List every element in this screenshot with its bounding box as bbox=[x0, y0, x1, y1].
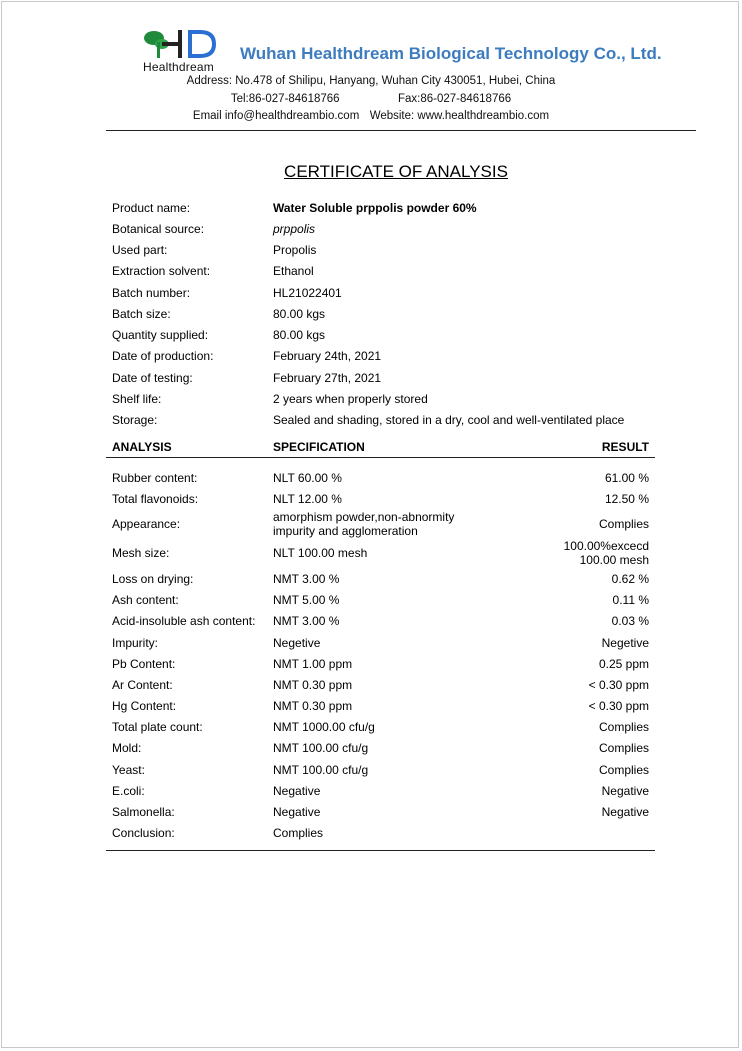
table-header-divider bbox=[106, 457, 655, 458]
analysis-cell: Pb Content: bbox=[112, 657, 176, 671]
result-cell: 12.50 % bbox=[604, 492, 649, 506]
info-label: Date of production: bbox=[112, 349, 214, 363]
info-value: Water Soluble prppolis powder 60% bbox=[273, 201, 477, 215]
company-name: Wuhan Healthdream Biological Technology Co., Ltd. bbox=[240, 44, 662, 63]
spec-cell: NLT 100.00 mesh bbox=[273, 546, 368, 560]
spec-cell: NMT 0.30 ppm bbox=[273, 678, 353, 692]
result-cell: < 0.30 ppm bbox=[588, 699, 649, 713]
info-label: Product name: bbox=[112, 201, 191, 215]
header-specification: SPECIFICATION bbox=[273, 440, 365, 454]
spec-cell: NMT 5.00 % bbox=[273, 593, 340, 607]
analysis-cell: Impurity: bbox=[112, 636, 159, 650]
result-cell: Negetive bbox=[601, 636, 649, 650]
analysis-cell: Mesh size: bbox=[112, 546, 170, 560]
result-cell: Complies bbox=[598, 517, 649, 531]
analysis-cell: Appearance: bbox=[112, 517, 181, 531]
email: Email info@healthdreambio.com bbox=[192, 110, 360, 122]
analysis-cell: Ash content: bbox=[112, 593, 179, 607]
spec-cell: NMT 1000.00 cfu/g bbox=[273, 720, 375, 734]
result-cell: 61.00 % bbox=[604, 471, 649, 485]
website: Website: www.healthdreambio.com bbox=[369, 110, 550, 122]
result-cell: Complies bbox=[598, 720, 649, 734]
spec-cell: NMT 0.30 ppm bbox=[273, 699, 353, 713]
info-label: Used part: bbox=[112, 243, 168, 257]
spec-cell: NLT 60.00 % bbox=[273, 471, 342, 485]
info-value: prppolis bbox=[273, 222, 316, 236]
spec-cell: NMT 100.00 cfu/g bbox=[273, 763, 369, 777]
table-bottom-divider bbox=[106, 850, 655, 851]
info-label: Storage: bbox=[112, 413, 158, 427]
info-value: 80.00 kgs bbox=[273, 328, 326, 342]
info-label: Extraction solvent: bbox=[112, 264, 211, 278]
analysis-cell: Salmonella: bbox=[112, 805, 175, 819]
analysis-cell: Conclusion: bbox=[112, 826, 175, 840]
info-label: Quantity supplied: bbox=[112, 328, 209, 342]
info-value: Propolis bbox=[273, 243, 317, 257]
analysis-cell: Total plate count: bbox=[112, 720, 203, 734]
company-address: Address: No.478 of Shilipu, Hanyang, Wuhan City 430051, Hubei, China bbox=[186, 75, 556, 87]
info-label: Date of testing: bbox=[112, 371, 193, 385]
tel: Tel:86-027-84618766 bbox=[230, 93, 340, 105]
spec-cell: NMT 100.00 cfu/g bbox=[273, 741, 369, 755]
spec-cell: NLT 12.00 % bbox=[273, 492, 342, 506]
info-label: Botanical source: bbox=[112, 222, 205, 236]
result-cell: 0.25 ppm bbox=[598, 657, 649, 671]
info-label: Shelf life: bbox=[112, 392, 162, 406]
spec-cell: Negative bbox=[273, 805, 321, 819]
header-analysis: ANALYSIS bbox=[112, 440, 172, 454]
spec-cell: NMT 3.00 % bbox=[273, 572, 340, 586]
header-divider bbox=[106, 130, 696, 131]
analysis-cell: E.coli: bbox=[112, 784, 145, 798]
info-value: Sealed and shading, stored in a dry, cool and well-ventilated place bbox=[273, 413, 625, 427]
analysis-cell: Mold: bbox=[112, 741, 142, 755]
spec-cell: NMT 1.00 ppm bbox=[273, 657, 353, 671]
spec-cell: amorphism powder,non-abnormity impurity and agglomeration bbox=[273, 510, 455, 538]
result-cell: Negative bbox=[601, 805, 649, 819]
info-value: 2 years when properly stored bbox=[273, 392, 428, 406]
result-cell: Complies bbox=[598, 763, 649, 777]
analysis-cell: Loss on drying: bbox=[112, 572, 194, 586]
contact-phone-fax bbox=[0, 93, 742, 105]
info-value: HL21022401 bbox=[273, 286, 342, 300]
analysis-cell: Rubber content: bbox=[112, 471, 198, 485]
result-cell: < 0.30 ppm bbox=[588, 678, 649, 692]
contact-email-website bbox=[0, 110, 742, 122]
info-label: Batch size: bbox=[112, 307, 171, 321]
analysis-cell: Yeast: bbox=[112, 763, 145, 777]
spec-cell: Negative bbox=[273, 784, 321, 798]
result-cell: 100.00%excecd 100.00 mesh bbox=[563, 539, 649, 567]
analysis-cell: Hg Content: bbox=[112, 699, 177, 713]
result-cell: Negative bbox=[601, 784, 649, 798]
info-value: Ethanol bbox=[273, 264, 314, 278]
result-cell: 0.62 % bbox=[611, 572, 649, 586]
header-result: RESULT bbox=[601, 440, 649, 454]
spec-cell: NMT 3.00 % bbox=[273, 614, 340, 628]
info-value: February 24th, 2021 bbox=[273, 349, 382, 363]
result-cell: 0.03 % bbox=[611, 614, 649, 628]
logo-text: Healthdream bbox=[143, 60, 214, 74]
spec-cell: Negetive bbox=[273, 636, 321, 650]
analysis-cell: Acid-insoluble ash content: bbox=[112, 614, 256, 628]
spec-cell: Complies bbox=[273, 826, 324, 840]
info-label: Batch number: bbox=[112, 286, 191, 300]
document-title: CERTIFICATE OF ANALYSIS bbox=[284, 162, 508, 181]
analysis-cell: Total flavonoids: bbox=[112, 492, 199, 506]
info-value: 80.00 kgs bbox=[273, 307, 326, 321]
info-value: February 27th, 2021 bbox=[273, 371, 382, 385]
result-cell: Complies bbox=[598, 741, 649, 755]
analysis-cell: Ar Content: bbox=[112, 678, 173, 692]
fax: Fax:86-027-84618766 bbox=[397, 93, 512, 105]
result-cell: 0.11 % bbox=[612, 593, 649, 607]
